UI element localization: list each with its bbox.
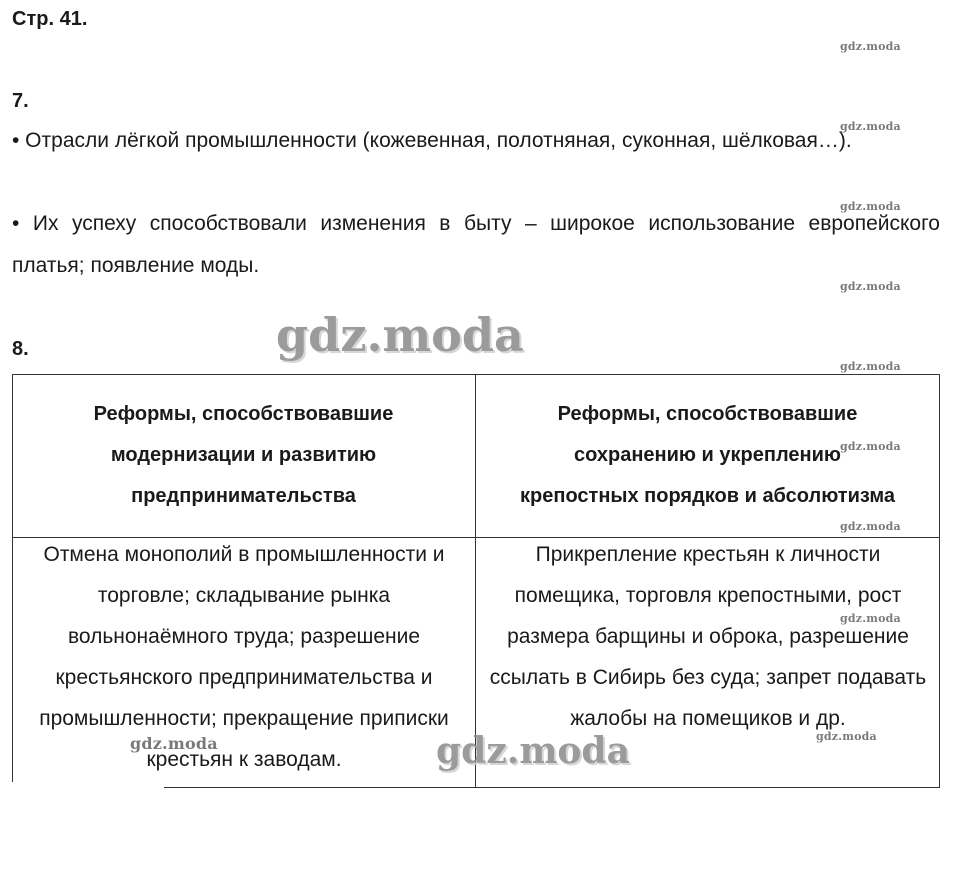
watermark-logo: gdz.moda [840, 612, 901, 625]
table-border-bottom [164, 787, 940, 788]
watermark-logo: gdz.moda [840, 440, 901, 453]
watermark-logo: gdz.moda [840, 40, 901, 53]
watermark-logo: gdz.moda [840, 360, 901, 373]
watermark-logo: gdz.moda [840, 280, 901, 293]
table-border-left [12, 374, 13, 782]
table-header-right: Реформы, способствовавшие сохранению и укреплению крепостных порядков и абсолютизма [520, 403, 895, 507]
question-7-item-1: • Отрасли лёгкой промышленности (кожевенная, полотняная, суконная, шёлковая…). [12, 129, 852, 152]
page-label: Стр. 41. [12, 8, 88, 30]
question-8-number: 8. [12, 338, 29, 360]
watermark-logo-large: gdz.moda [436, 730, 630, 772]
table-cell-right: Прикрепление крестьян к личности помещика, торговля крепостными, рост размера барщины и оброка, разрешение ссылать в Сибирь без суда; запрет подавать жалобы на помещиков и др. [489, 543, 927, 730]
table-cell-left: Отмена монополий в промышленности и торговле; складывание рынка вольнонаёмного труда; разрешение крестьянского предпринимательства и промышленности; прекращение приписки крестьян к заводам. [39, 543, 449, 771]
watermark-logo: gdz.moda [840, 200, 901, 213]
watermark-logo: gdz.moda [816, 730, 877, 743]
table-column-divider [475, 374, 476, 788]
watermark-logo: gdz.moda [840, 120, 901, 133]
watermark-logo: gdz.moda [130, 734, 218, 753]
question-7-number: 7. [12, 90, 29, 112]
watermark-logo-large: gdz.moda [276, 308, 524, 362]
table-border-right [939, 374, 940, 788]
watermark-logo: gdz.moda [840, 520, 901, 533]
question-7-item-2: • Их успеху способствовали изменения в быту – широкое использование европейского платья; появление моды. [12, 212, 940, 277]
table-header-left: Реформы, способствовавшие модернизации и развитию предпринимательства [93, 403, 394, 507]
reforms-table [12, 374, 940, 788]
